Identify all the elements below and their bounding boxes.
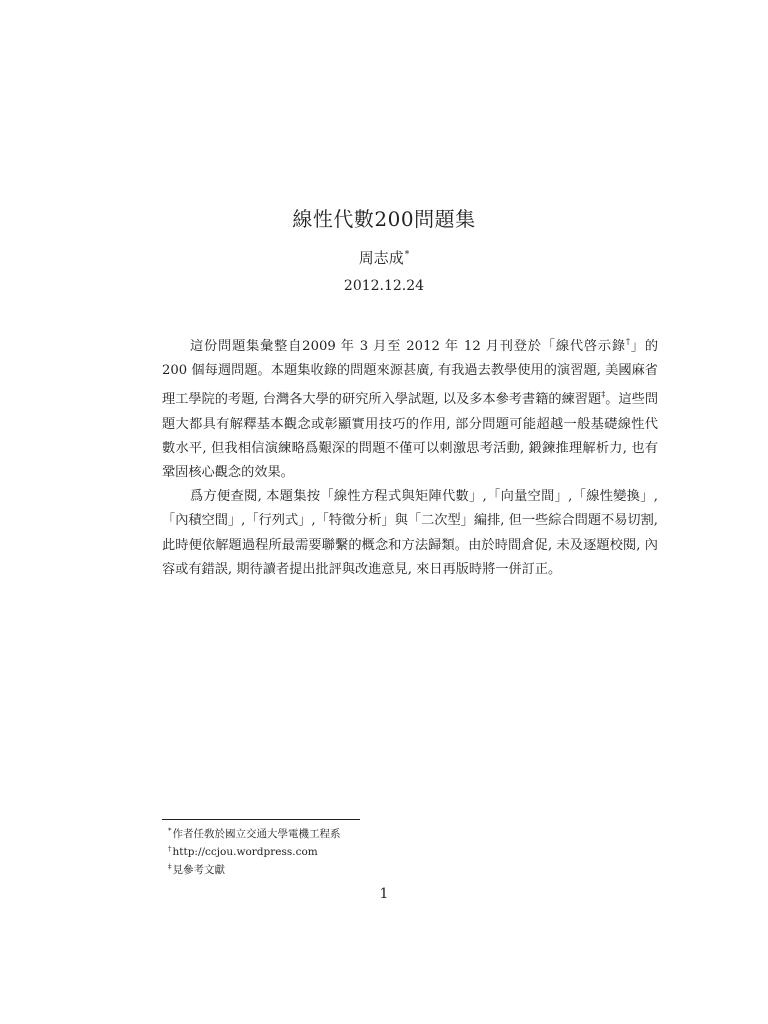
paragraph-2: 爲方便查閱, 本題集按「線性方程式與矩陣代數」,「向量空間」,「線性變換」,「內積空間」,「行列式」,「特徵分析」與「二次型」編排, 但一些綜合問題不易切割, 此時便依解題過程所最需要聯繫的概念和方法歸類。由於時間倉促, 未及逐題校閱, 內容或有錯誤, 期待讀者提出批評與改進意見, 來日再版時將一併訂正。: [162, 489, 658, 577]
footnote-item: [168, 842, 648, 860]
paragraph-1-part-1: 這份問題集彙整自2009 年 3 月至 2012 年 12 月刊登於「線代啓示錄: [190, 339, 626, 354]
footnotes: [168, 824, 648, 878]
paragraph-1-part-3: 。這些問題大都具有解釋基本觀念或彰顯實用技巧的作用, 部分問題可能超越一般基礎線性代數水平, 但我相信演練略爲艱深的問題不僅可以刺激思考活動, 鍛鍊推理解析力, 也有鞏固核心觀念的效果。: [162, 392, 659, 481]
footnote-link[interactable]: http://ccjou.wordpress.com: [172, 846, 318, 858]
document-date: 2012.12.24: [343, 278, 425, 294]
footnote-text: 見參考文獻: [172, 864, 225, 876]
footnote-mark: ‡: [168, 863, 172, 871]
footnote-divider: [162, 819, 360, 820]
footnote-item: [168, 860, 648, 878]
author-name: 周志成: [358, 249, 404, 267]
author-footnote-mark: *: [404, 250, 410, 260]
footnote-ref-double-dagger: ‡: [601, 390, 606, 400]
document-title: 線性代數200問題集: [292, 207, 476, 231]
footnote-text: 作者任敎於國立交通大學電機工程系: [172, 828, 341, 840]
footnote-mark: *: [168, 827, 172, 835]
author-line: [0, 247, 768, 268]
page-number: 1: [379, 886, 389, 902]
footnote-ref-dagger: †: [625, 337, 631, 346]
footnote-item: [168, 824, 648, 842]
paragraph-1: [162, 330, 658, 485]
paragraph-1-part-2: 」的 200 個每週問題。本題集收錄的問題來源甚廣, 有我過去教學使用的演習題, 美國麻省理工學院的考題, 台灣各大學的研究所入學試題, 以及多本參考書籍的練習題: [162, 339, 659, 408]
body-text: [162, 330, 658, 582]
footnote-mark: †: [168, 845, 172, 853]
